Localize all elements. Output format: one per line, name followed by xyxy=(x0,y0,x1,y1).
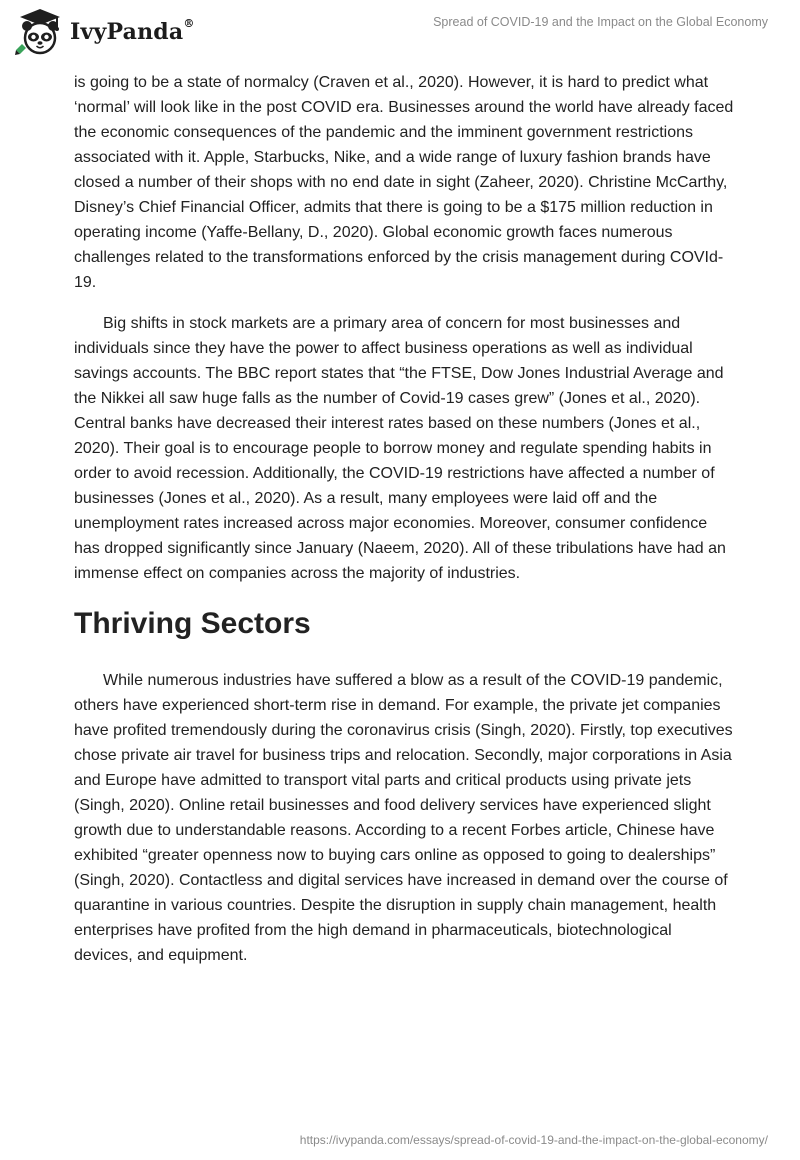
section-heading: Thriving Sectors xyxy=(74,607,311,640)
logo-text: IvyPanda® xyxy=(70,17,195,45)
document-title: Spread of COVID-19 and the Impact on the Global Economy xyxy=(433,15,768,29)
panda-logo-icon xyxy=(14,6,66,58)
paragraph: is going to be a state of normalcy (Craven et al., 2020). However, it is hard to predict what ‘normal’ will look like in the post COVID era. Businesses around the world have already faced the economic consequences of the pandemic and the imminent government restrictions associated with it. Apple, Starbucks, Nike, and a wide range of luxury fashion brands have closed a number of their shops with no end date in sight (Zaheer, 2020). Christine McCarthy, Disney’s Chief Financial Officer, admits that there is going to be a $175 million reduction in operating income (Yaffe-Bellany, D., 2020). Global economic growth faces numerous challenges related to the transformations enforced by the crisis management during COVId-19. xyxy=(74,74,734,291)
paragraph: Big shifts in stock markets are a primary area of concern for most businesses and individuals since they have the power to affect business operations as well as individual savings accounts. The BBC report states that “the FTSE, Dow Jones Industrial Average and the Nikkei all saw huge falls as the number of Covid-19 cases grew” (Jones et al., 2020). Central banks have decreased their interest rates based on these numbers (Jones et al., 2020). Their goal is to encourage people to borrow money and regulate spending habits in order to avoid recession. Additionally, the COVID-19 restrictions have affected a number of businesses (Jones et al., 2020). As a result, many employees were laid off and the unemployment rates increased across major economies. Moreover, consumer confidence has dropped significantly since January (Naeem, 2020). All of these tribulations have had an immense effect on companies across the majority of industries. xyxy=(74,315,726,582)
page-header xyxy=(0,0,800,62)
essay-content xyxy=(74,70,734,968)
logo[interactable] xyxy=(14,6,195,58)
paragraph: While numerous industries have suffered a blow as a result of the COVID-19 pandemic, others have experienced short-term rise in demand. For example, the private jet companies have profited tremendously during the coronavirus crisis (Singh, 2020). Firstly, top executives chose private air travel for business trips and relocation. Secondly, major corporations in Asia and Europe have admitted to transport vital parts and critical products using private jets (Singh, 2020). Online retail businesses and food delivery services have experienced slight growth due to understandable reasons. According to a recent Forbes article, Chinese have exhibited “greater openness now to buying cars online as opposed to going to dealerships” (Singh, 2020). Contactless and digital services have increased in demand over the course of quarantine in various countries. Despite the disruption in supply chain management, health enterprises have profited from the high demand in pharmaceuticals, biotechnological devices, and equipment. xyxy=(74,672,733,964)
source-url[interactable]: https://ivypanda.com/essays/spread-of-covid-19-and-the-impact-on-the-global-economy/ xyxy=(299,1133,768,1147)
